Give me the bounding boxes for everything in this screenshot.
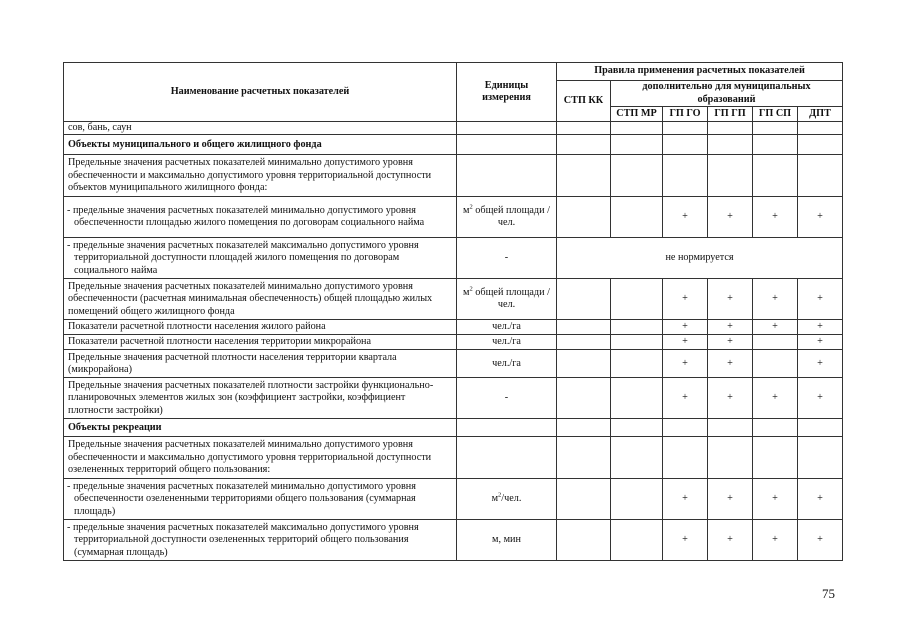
row-name: Показатели расчетной плотности населения жилого района <box>64 320 457 335</box>
cell-stp-mr <box>611 197 663 238</box>
cell-stp-mr <box>611 479 663 520</box>
row-unit <box>457 419 557 437</box>
unit-exponent: 2 <box>498 491 502 499</box>
cell-stp-kk <box>557 479 611 520</box>
cell-gp-go: + <box>663 320 708 335</box>
cell-gp-go: + <box>663 520 708 561</box>
cell-stp-mr <box>611 122 663 135</box>
page-number: 75 <box>822 586 835 601</box>
cell-gp-go: + <box>663 479 708 520</box>
cell-dpt <box>798 155 843 197</box>
header-gp-sp: ГП СП <box>753 107 798 122</box>
row-unit <box>457 122 557 135</box>
section-title: Объекты муниципального и общего жилищного фонда <box>64 135 457 155</box>
header-name-column: Наименование расчетных показателей <box>64 63 457 122</box>
cell-gp-go <box>663 437 708 479</box>
cell-gp-gp <box>708 437 753 479</box>
cell-gp-gp <box>708 155 753 197</box>
header-stp-kk: СТП КК <box>557 81 611 122</box>
cell-stp-mr <box>611 155 663 197</box>
cell-gp-gp: + <box>708 350 753 378</box>
cell-stp-kk <box>557 437 611 479</box>
row-unit: чел./га <box>457 350 557 378</box>
cell-gp-sp <box>753 335 798 350</box>
cell-stp-kk <box>557 135 611 155</box>
cell-gp-gp: + <box>708 279 753 320</box>
row-unit: м, мин <box>457 520 557 561</box>
cell-stp-mr <box>611 378 663 419</box>
cell-gp-go: + <box>663 335 708 350</box>
cell-dpt <box>798 122 843 135</box>
cell-gp-gp: + <box>708 197 753 238</box>
cell-gp-gp: + <box>708 335 753 350</box>
cell-stp-kk <box>557 350 611 378</box>
table-row <box>64 197 843 238</box>
section-row <box>64 135 843 155</box>
cell-stp-kk <box>557 378 611 419</box>
cell-stp-mr <box>611 350 663 378</box>
cell-gp-sp: + <box>753 197 798 238</box>
cell-dpt: + <box>798 520 843 561</box>
cell-gp-go: + <box>663 378 708 419</box>
row-name: Предельные значения расчетных показателей минимально допустимого уровня обеспеченности (расчетная минимальная обеспеченность) общей площадью жилых помещений общего жилищного фонда <box>64 279 457 320</box>
table-row <box>64 122 843 135</box>
header-units-column: Единицы измерения <box>457 63 557 122</box>
table-row <box>64 238 843 279</box>
cell-stp-mr <box>611 279 663 320</box>
cell-gp-sp <box>753 155 798 197</box>
section-title: Объекты рекреации <box>64 419 457 437</box>
cell-gp-sp <box>753 419 798 437</box>
row-unit: чел./га <box>457 320 557 335</box>
cell-stp-kk <box>557 122 611 135</box>
row-unit: чел./га <box>457 335 557 350</box>
cell-gp-sp: + <box>753 479 798 520</box>
cell-gp-gp <box>708 135 753 155</box>
header-gp-go: ГП ГО <box>663 107 708 122</box>
row-unit: - <box>457 238 557 279</box>
header-gp-gp: ГП ГП <box>708 107 753 122</box>
section-row <box>64 419 843 437</box>
cell-gp-gp: + <box>708 320 753 335</box>
row-unit <box>457 437 557 479</box>
row-name: Предельные значения расчетных показателей минимально допустимого уровня обеспеченности и максимально допустимого уровня территориальной доступности озелененных территорий общего пользования: <box>64 437 457 479</box>
cell-gp-go <box>663 419 708 437</box>
cell-gp-go <box>663 135 708 155</box>
table-row <box>64 335 843 350</box>
cell-stp-kk <box>557 320 611 335</box>
row-name: - предельные значения расчетных показателей минимально допустимого уровня обеспеченности площадью жилого помещения по договорам социального найма <box>64 197 457 238</box>
cell-gp-gp: + <box>708 520 753 561</box>
table-row <box>64 437 843 479</box>
cell-stp-kk <box>557 335 611 350</box>
cell-gp-go: + <box>663 350 708 378</box>
cell-dpt: + <box>798 197 843 238</box>
row-name: - предельные значения расчетных показателей минимально допустимого уровня обеспеченности озелененными территориями общего пользования (суммарная площадь) <box>64 479 457 520</box>
cell-stp-mr <box>611 320 663 335</box>
unit-exponent: 2 <box>469 285 473 293</box>
cell-dpt <box>798 419 843 437</box>
unit-base: м <box>463 287 470 298</box>
unit-exponent: 2 <box>469 203 473 211</box>
row-name: Показатели расчетной плотности населения территории микрорайона <box>64 335 457 350</box>
cell-stp-kk <box>557 155 611 197</box>
cell-stp-kk <box>557 419 611 437</box>
cell-gp-sp <box>753 122 798 135</box>
table-row <box>64 378 843 419</box>
cell-dpt <box>798 437 843 479</box>
header-additional: дополнительно для муниципальных образований <box>611 81 843 107</box>
cell-gp-go <box>663 155 708 197</box>
row-unit <box>457 279 557 320</box>
row-unit <box>457 135 557 155</box>
table-row <box>64 479 843 520</box>
cell-dpt: + <box>798 479 843 520</box>
cell-stp-kk <box>557 197 611 238</box>
cell-dpt: + <box>798 350 843 378</box>
cell-stp-mr <box>611 419 663 437</box>
cell-gp-sp: + <box>753 378 798 419</box>
cell-gp-gp <box>708 122 753 135</box>
unit-base: м <box>463 205 470 216</box>
table-row <box>64 320 843 335</box>
row-unit <box>457 479 557 520</box>
unit-rest: общей площади / чел. <box>472 287 550 311</box>
cell-stp-mr <box>611 437 663 479</box>
cell-gp-sp: + <box>753 520 798 561</box>
cell-stp-mr <box>611 335 663 350</box>
unit-rest: /чел. <box>501 493 522 505</box>
cell-stp-kk <box>557 279 611 320</box>
table-row <box>64 350 843 378</box>
cell-dpt: + <box>798 279 843 320</box>
table-row <box>64 520 843 561</box>
indicators-table <box>63 62 843 561</box>
header-rules-column: Правила применения расчетных показателей <box>557 63 843 81</box>
header-dpt: ДПТ <box>798 107 843 122</box>
row-name: Предельные значения расчетных показателей минимально допустимого уровня обеспеченности и максимально допустимого уровня территориальной доступности объектов муниципального жилищного фонда: <box>64 155 457 197</box>
row-name: сов, бань, саун <box>64 122 457 135</box>
cell-gp-sp: + <box>753 320 798 335</box>
cell-stp-mr <box>611 135 663 155</box>
cell-stp-mr <box>611 520 663 561</box>
row-unit <box>457 197 557 238</box>
cell-gp-sp: + <box>753 279 798 320</box>
cell-gp-sp <box>753 135 798 155</box>
cell-gp-sp <box>753 437 798 479</box>
cell-dpt: + <box>798 320 843 335</box>
row-unit <box>457 155 557 197</box>
header-stp-mr: СТП МР <box>611 107 663 122</box>
cell-gp-go: + <box>663 279 708 320</box>
unit-base: м <box>491 493 499 505</box>
row-name: - предельные значения расчетных показателей максимально допустимого уровня территориальной доступности озелененных территорий общего пользования (суммарная площадь) <box>64 520 457 561</box>
cell-dpt: + <box>798 335 843 350</box>
not-normalized-cell: не нормируется <box>557 238 843 279</box>
cell-gp-sp <box>753 350 798 378</box>
cell-gp-gp: + <box>708 479 753 520</box>
cell-gp-gp: + <box>708 378 753 419</box>
cell-gp-gp <box>708 419 753 437</box>
cell-gp-go: + <box>663 197 708 238</box>
row-unit: - <box>457 378 557 419</box>
cell-dpt <box>798 135 843 155</box>
cell-stp-kk <box>557 520 611 561</box>
row-name: - предельные значения расчетных показателей максимально допустимого уровня территориальной доступности площадей жилого помещения по договорам социального найма <box>64 238 457 279</box>
cell-dpt: + <box>798 378 843 419</box>
unit-rest: общей площади / чел. <box>472 205 550 229</box>
row-name: Предельные значения расчетных показателей плотности застройки функционально-планировочных элементов жилых зон (коэффициент застройки, коэффициент плотности застройки) <box>64 378 457 419</box>
cell-gp-go <box>663 122 708 135</box>
row-name: Предельные значения расчетной плотности населения территории квартала (микрорайона) <box>64 350 457 378</box>
table-row <box>64 279 843 320</box>
table-row <box>64 155 843 197</box>
